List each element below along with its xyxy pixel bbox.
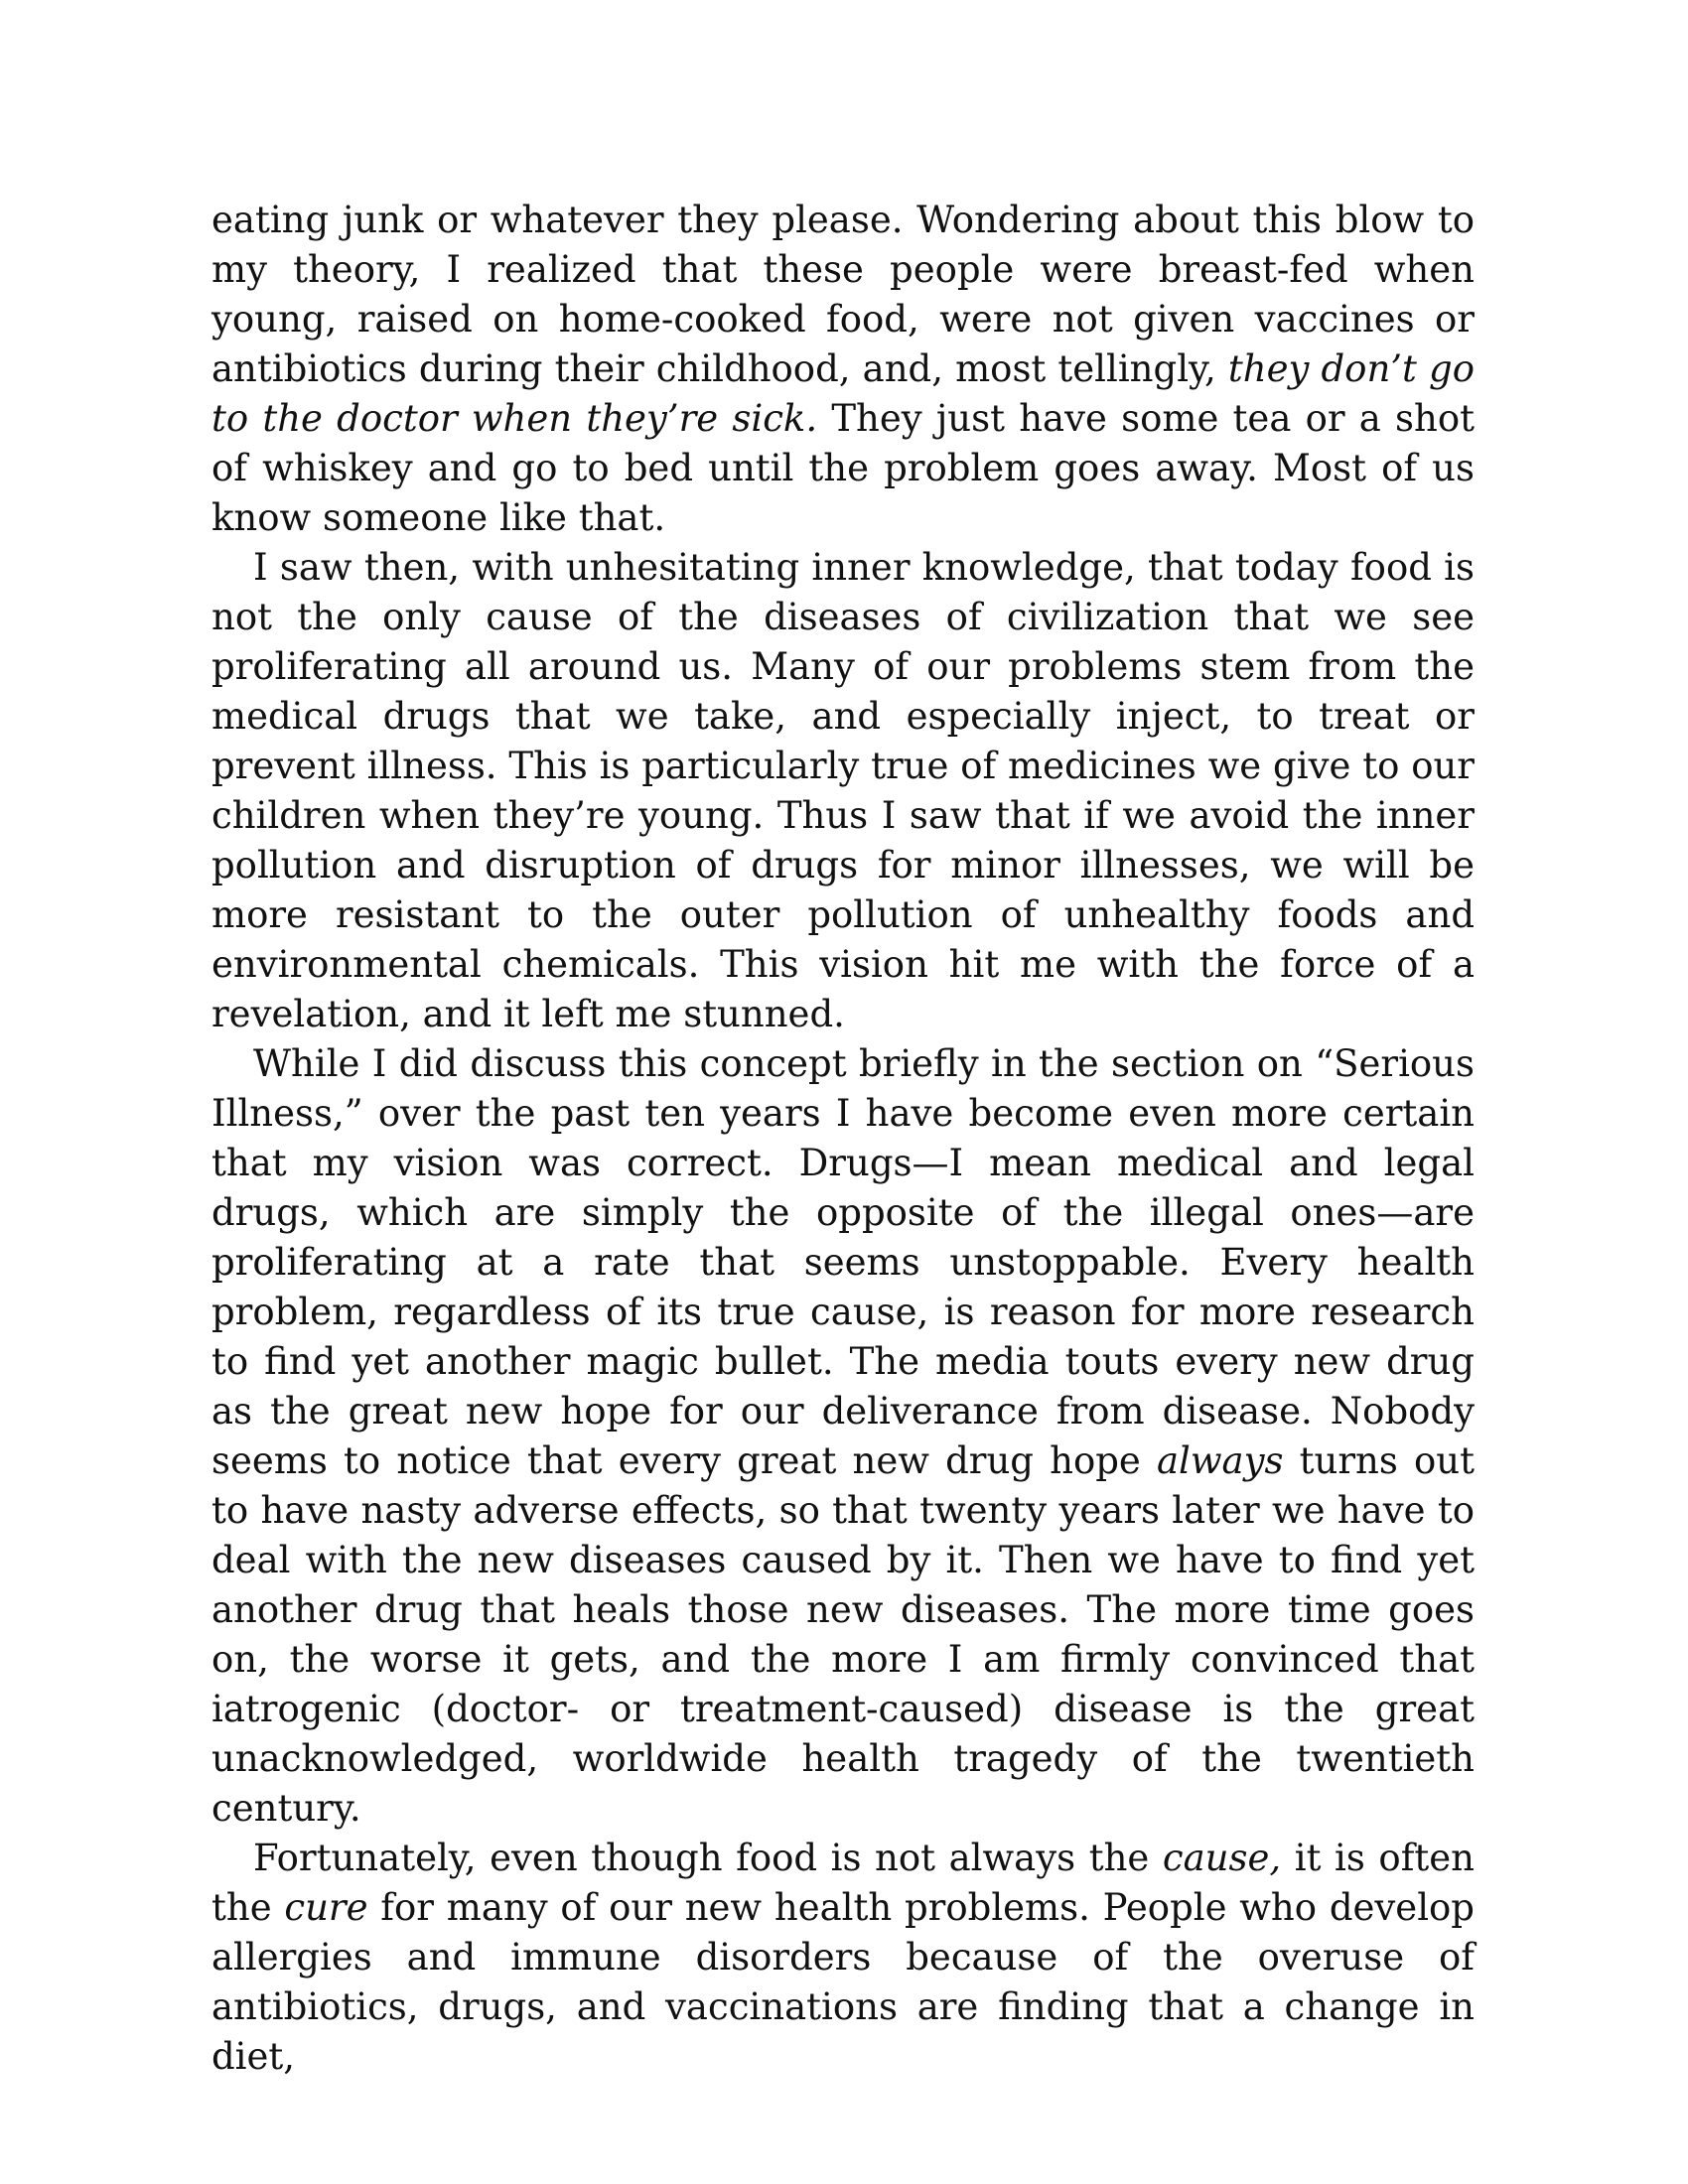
paragraph-1 [211,196,1475,543]
text-segment: I saw then, with unhesitating inner knowledge, that today food is not the only cause of the diseases of civilization that we see proliferating all around us. Many of our problems stem from the medical drugs that we take, and especially inject, to treat or prevent illness. This is particularly true of medicines we give to our children when they’re young. Thus I saw that if we avoid the inner pollution and disruption of drugs for minor illnesses, we will be more resistant to the outer pollution of unhealthy foods and environmental chemicals. This vision hit me with the force of a revelation, and it left me stunned. [211,546,1475,1035]
book-page-body [211,196,1475,2082]
paragraph-4 [211,1834,1475,2082]
text-segment: Fortunately, even though food is not always the [253,1837,1163,1879]
text-segment: it is often the [211,1837,1475,1929]
text-segment: While I did discuss this concept briefly in the section on “Serious Illness,” over the past ten years I have become even more certain that my vision was correct. Drugs—I mean medical and legal drugs, which are simply the opposite of the illegal ones—are proliferating at a rate that seems unstoppable. Every health problem, regardless of its true cause, is reason for more research to find yet another magic bullet. The media touts every new drug as the great new hope for our deliverance from disease. Nobody seems to notice that every great new drug hope [211,1042,1475,1482]
italic-text-segment: always [1156,1439,1284,1482]
italic-text-segment: cause, [1162,1837,1282,1879]
text-segment: eating junk or whatever they please. Wondering about this blow to my theory, I realized that these people were breast-fed when young, raised on home-cooked food, were not given vaccines or antibiotics during their childhood, and, most tellingly, [211,199,1475,390]
italic-text-segment: cure [284,1886,368,1929]
text-segment: They just have some tea or a shot of whiskey and go to bed until the problem goes away. Most of us know someone like that. [211,397,1476,539]
paragraph-3 [211,1039,1475,1834]
text-segment: turns out to have nasty adverse effects, so that twenty years later we have to deal with the new diseases caused by it. Then we have to find yet another drug that heals those new diseases. The more time goes on, the worse it gets, and the more I am firmly convinced that iatrogenic (doctor- or treatment-caused) disease is the great unacknowledged, worldwide health tragedy of the twentieth century. [211,1439,1476,1830]
paragraph-2 [211,543,1475,1039]
text-segment: for many of our new health problems. People who develop allergies and immune disorders because of the overuse of antibiotics, drugs, and vaccinations are finding that a change in diet, [211,1886,1475,2078]
italic-text-segment: they don’t go to the doctor when they’re sick. [211,347,1475,440]
